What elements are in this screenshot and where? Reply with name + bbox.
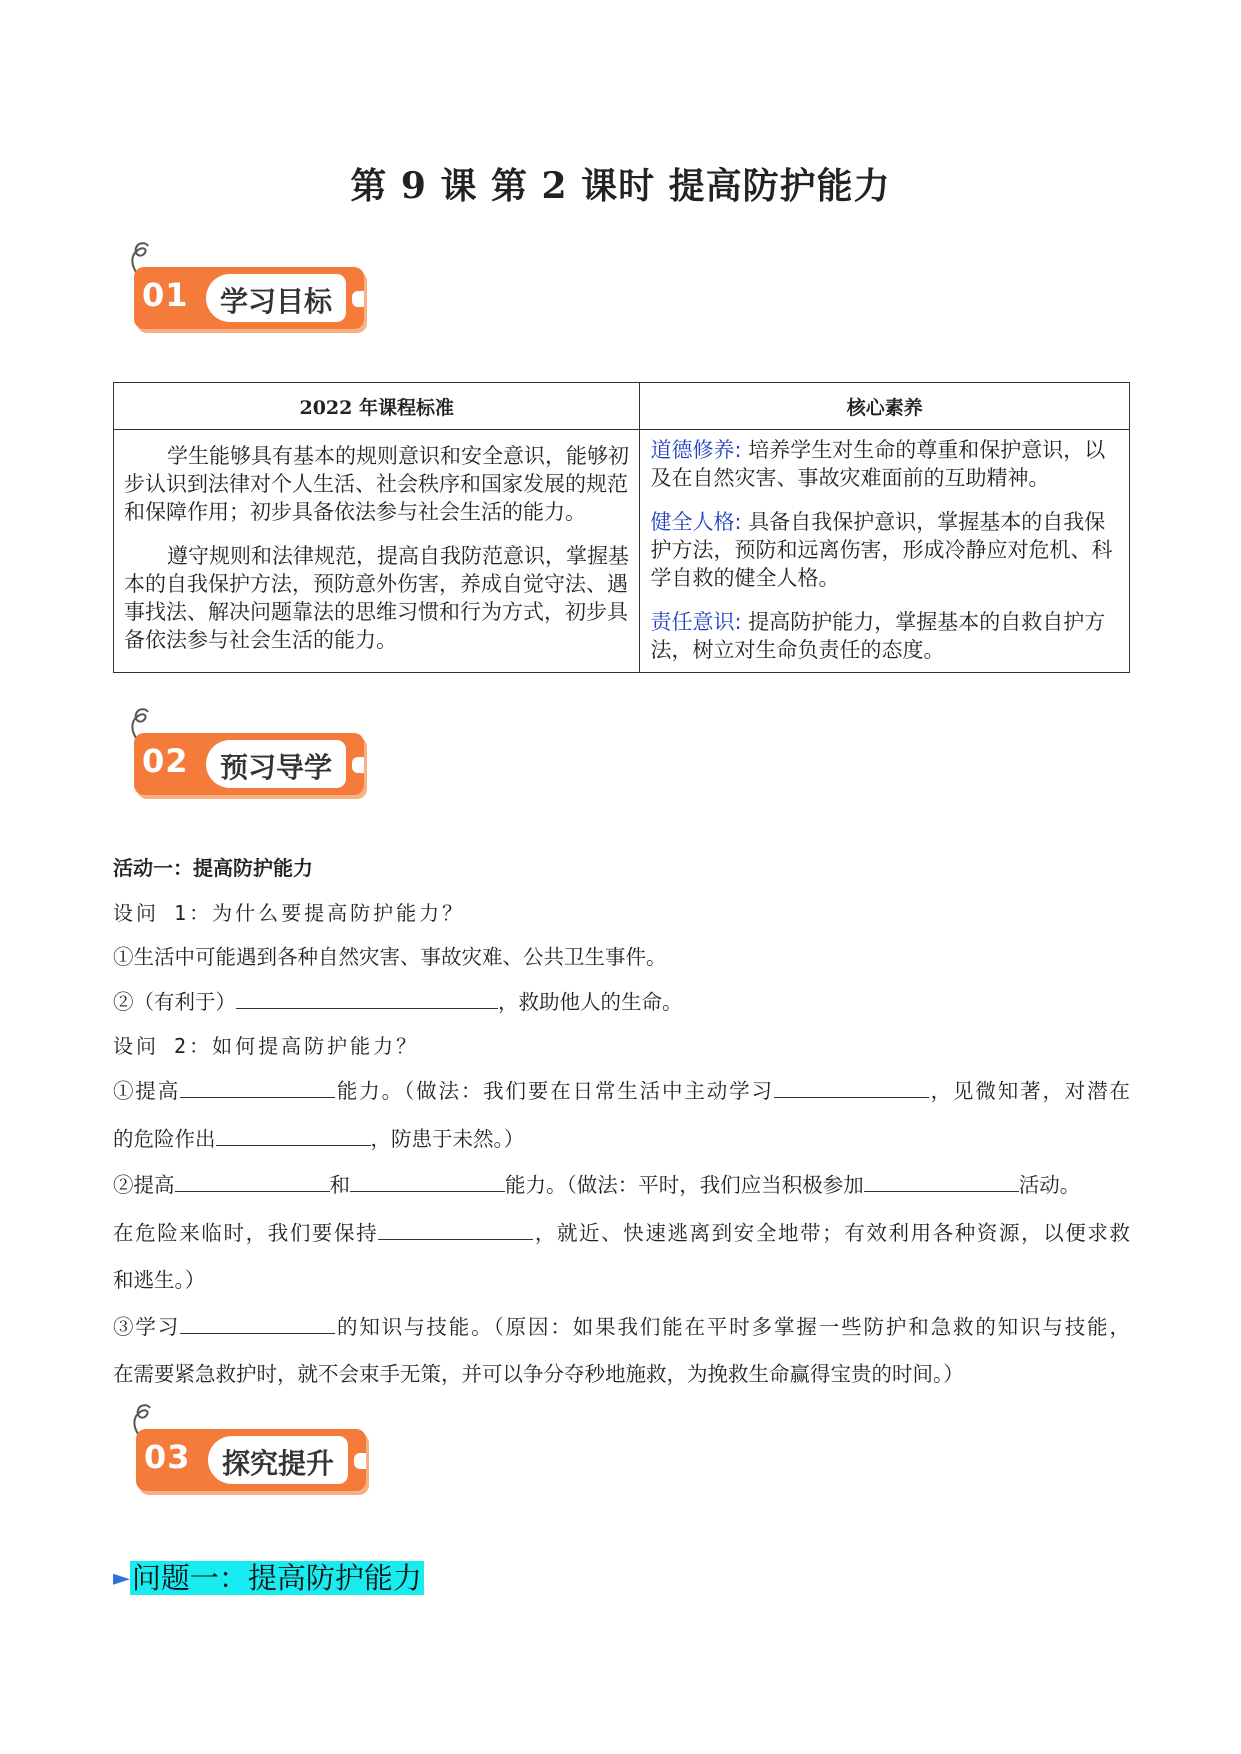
answer-text: ②（有利于） bbox=[113, 990, 236, 1014]
fill-blank[interactable] bbox=[378, 1217, 533, 1240]
section-name: 学习目标 bbox=[220, 285, 333, 318]
fill-blank[interactable] bbox=[350, 1169, 505, 1192]
table-header-standard: 2022 年课程标准 bbox=[114, 383, 640, 430]
fill-blank[interactable] bbox=[216, 1123, 371, 1146]
answer-text: 能力。（做法：我们要在日常生活中主动学习 bbox=[335, 1079, 774, 1103]
section-number: 03 bbox=[144, 1438, 191, 1476]
core-key: 道德修养: bbox=[650, 438, 742, 462]
goals-table bbox=[113, 382, 1130, 673]
problem-heading bbox=[113, 1556, 424, 1597]
answer-text: 在危险来临时，我们要保持 bbox=[113, 1221, 379, 1245]
answer-text: 能力。（做法：平时，我们应当积极参加 bbox=[505, 1173, 864, 1197]
activity-title: 活动一：提高防护能力 bbox=[113, 856, 313, 880]
core-cell bbox=[640, 430, 1130, 673]
answer-text: ，防患于未然。） bbox=[370, 1127, 525, 1151]
answer-text: ，就近、快速逃离到安全地带；有效利用各种资源，以便求救 bbox=[533, 1221, 1131, 1245]
question-1: 设问 1：为什么要提高防护能力？ bbox=[113, 901, 466, 925]
answer-text: ②提高 bbox=[113, 1173, 175, 1197]
section-name: 探究提升 bbox=[222, 1447, 335, 1480]
answer-line: ①生活中可能遇到各种自然灾害、事故灾难、公共卫生事件。 bbox=[113, 945, 667, 969]
answer-line bbox=[113, 1122, 1130, 1152]
core-text: 具备自我保护意识，掌握基本的自我保护方法，预防和远离伤害，形成冷静应对危机、科学自救的健全人格。 bbox=[650, 510, 1113, 590]
answer-line bbox=[113, 1074, 1130, 1104]
table-header-core: 核心素养 bbox=[640, 383, 1130, 430]
answer-text: ③学习 bbox=[113, 1315, 181, 1339]
answer-line: 和逃生。） bbox=[113, 1268, 206, 1292]
core-text: 培养学生对生命的尊重和保护意识，以及在自然灾害、事故灾难面前的互助精神。 bbox=[650, 438, 1106, 490]
fill-blank[interactable] bbox=[774, 1075, 929, 1098]
answer-text: 的危险作出 bbox=[113, 1127, 216, 1151]
answer-text: ①提高 bbox=[113, 1079, 181, 1103]
standard-paragraph: 学生能够具有基本的规则意识和安全意识，能够初步认识到法律对个人生活、社会秩序和国家发展的规范和保障作用；初步具备依法参与社会生活的能力。 bbox=[124, 444, 629, 524]
section-badge-01 bbox=[126, 240, 366, 332]
answer-line bbox=[113, 1216, 1130, 1246]
triangle-arrow-icon: ► bbox=[113, 1566, 130, 1591]
core-key: 责任意识: bbox=[650, 610, 742, 634]
answer-line bbox=[113, 985, 1130, 1015]
fill-blank[interactable] bbox=[180, 1075, 335, 1098]
section-number: 01 bbox=[142, 276, 189, 314]
core-item bbox=[650, 436, 1119, 492]
answer-line: 在需要紧急救护时，就不会束手无策，并可以争分夺秒地施救，为挽救生命赢得宝贵的时间。） bbox=[113, 1362, 964, 1386]
fill-blank[interactable] bbox=[180, 1311, 335, 1334]
page-title: 第 9 课 第 2 课时 提高防护能力 bbox=[350, 165, 891, 207]
section-badge-02 bbox=[126, 706, 366, 798]
answer-line bbox=[113, 1168, 1130, 1198]
answer-text: ，救助他人的生命。 bbox=[498, 990, 683, 1014]
standard-paragraph: 遵守规则和法律规范，提高自我防范意识，掌握基本的自我保护方法，预防意外伤害，养成自觉守法、遇事找法、解决问题靠法的思维习惯和行为方式，初步具备依法参与社会生活的能力。 bbox=[124, 544, 629, 652]
core-key: 健全人格: bbox=[650, 510, 742, 534]
core-item bbox=[650, 608, 1119, 664]
section-badge-03 bbox=[128, 1402, 368, 1494]
answer-text: 活动。 bbox=[1018, 1173, 1081, 1197]
section-name: 预习导学 bbox=[220, 751, 333, 784]
standard-cell bbox=[114, 430, 640, 673]
core-item bbox=[650, 508, 1119, 592]
core-text: 提高防护能力，掌握基本的自救自护方法，树立对生命负责任的态度。 bbox=[650, 610, 1106, 662]
fill-blank[interactable] bbox=[864, 1169, 1019, 1192]
answer-text: 和 bbox=[329, 1173, 350, 1197]
problem-title: 问题一：提高防护能力 bbox=[131, 1561, 422, 1595]
section-number: 02 bbox=[142, 742, 189, 780]
answer-line bbox=[113, 1310, 1130, 1340]
fill-blank[interactable] bbox=[236, 986, 498, 1009]
question-2: 设问 2：如何提高防护能力？ bbox=[113, 1034, 420, 1058]
fill-blank[interactable] bbox=[175, 1169, 330, 1192]
answer-text: 的知识与技能。（原因：如果我们能在平时多掌握一些防护和急救的知识与技能， bbox=[335, 1315, 1131, 1339]
answer-text: ，见微知著，对潜在 bbox=[928, 1079, 1131, 1103]
